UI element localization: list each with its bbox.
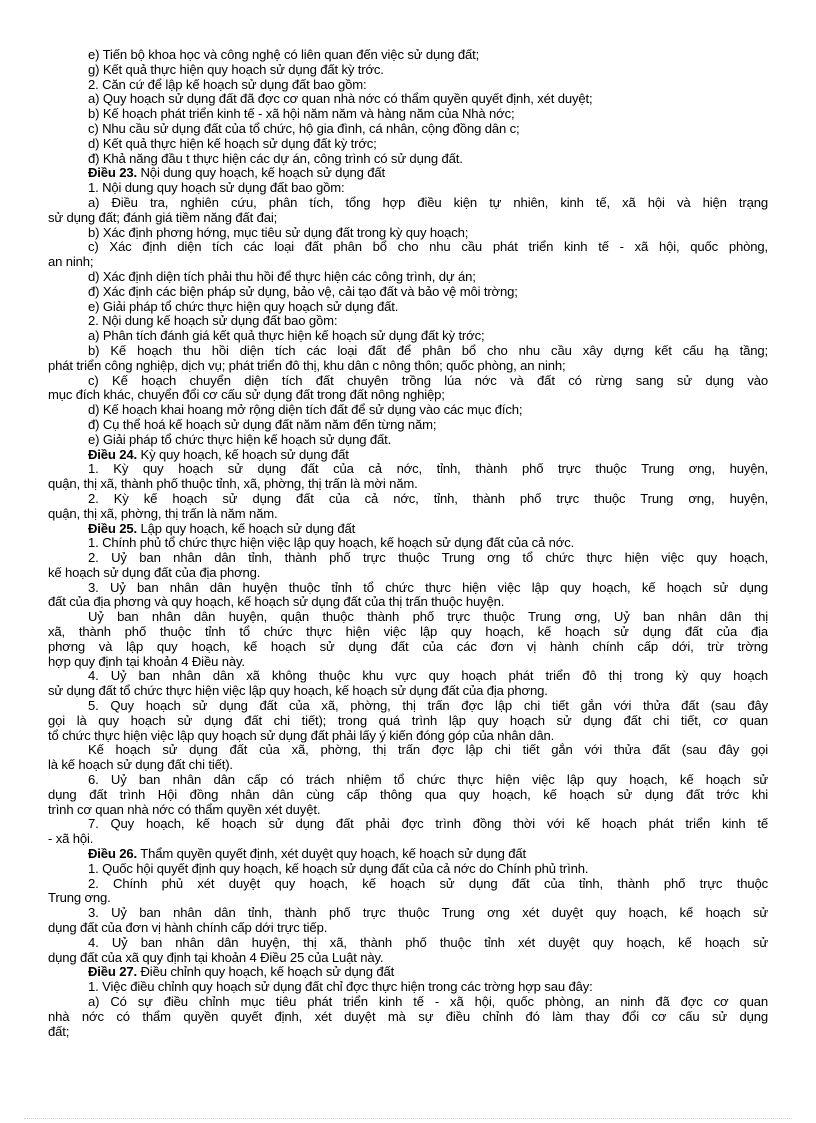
text-line: 6. Uỷ ban nhân dân cấp có trách nhiệm tổ chức thực hiện việc lập quy hoạch, kế hoạch sử [88,773,768,788]
text-line: 4. Uỷ ban nhân dân xã không thuộc khu vực quy hoạch phát triển đô thị trong kỳ quy hoạch [88,669,768,684]
text-line: e) Tiến bộ khoa học và công nghệ có liên quan đến việc sử dụng đất; [88,48,480,62]
text-line: quận, thị xã, thành phố thuộc tỉnh, xã, phờng, thị trấn là mời năm. [48,477,418,492]
text-line: trình cơ quan nhà nớc có thẩm quyền xét duyệt. [48,802,321,817]
text-line: dụng đất của xã quy định tại khoản 4 Điều 25 của Luật này. [48,950,384,965]
article-heading [48,847,768,862]
document-body [48,48,768,1039]
text-line: tổ chức thực hiện việc lập quy hoạch sử dụng đất phải lấy ý kiến đóng góp của nhân dân. [48,728,555,743]
article-title: Điều chỉnh quy hoạch, kế hoạch sử dụng đất [137,965,395,980]
text-line: sử dụng đất; đánh giá tiềm năng đất đai; [48,210,278,225]
article-heading [48,965,768,980]
text-line: đất của địa phơng và quy hoạch, kế hoạch sử dụng đất của thị trấn thuộc huyện. [48,595,505,610]
text-line: xã, thành phố thuộc tỉnh tổ chức thực hiện việc lập quy hoạch, kế hoạch sử dụng đất của địa [48,625,768,640]
text-line: b) Kế hoạch phát triển kinh tế - xã hội năm năm và hàng năm của Nhà nớc; [88,107,515,122]
article-title: Kỳ quy hoạch, kế hoạch sử dụng đất [137,447,349,462]
text-line: d) Xác định diện tích phải thu hồi để thực hiện các công trình, dự án; [88,269,476,284]
text-line: b) Kế hoạch thu hồi diện tích các loại đất để phân bổ cho nhu cầu xây dựng kết cấu hạ tầng; [88,343,768,358]
text-line: đ) Khả năng đầu t thực hiện các dự án, công trình có sử dụng đất. [88,151,463,166]
text-line: 5. Quy hoạch sử dụng đất của xã, phờng, thị trấn đợc lập chi tiết gắn với thửa đất (sau đây [88,699,768,714]
text-line: a) Có sự điều chỉnh mục tiêu phát triển kinh tế - xã hội, quốc phòng, an ninh đã đợc cơ quan [88,995,768,1009]
text-line: 4. Uỷ ban nhân dân huyện, thị xã, thành phố thuộc tỉnh xét duyệt quy hoạch, kế hoạch sử [88,935,768,950]
text-line: 7. Quy hoạch, kế hoạch sử dụng đất phải đợc trình đồng thời với kế hoạch phát triển kinh tế [88,817,768,832]
text-line: 3. Uỷ ban nhân dân huyện thuộc tỉnh tổ chức thực hiện việc lập quy hoạch, kế hoạch sử dụng [88,580,768,595]
text-line: phát triển công nghiệp, dịch vụ; phát triển đô thị, khu dân c nông thôn; quốc phòng, an ninh; [48,358,566,373]
text-line: 1. Quốc hội quyết định quy hoạch, kế hoạch sử dụng đất của cả nớc do Chính phủ trình. [88,861,589,876]
text-line: g) Kết quả thực hiện quy hoạch sử dụng đất kỳ trớc. [88,62,384,77]
text-line: đ) Cụ thể hoá kế hoạch sử dụng đất năm năm đến từng năm; [88,417,437,432]
text-line: a) Quy hoạch sử dụng đất đã đợc cơ quan nhà nớc có thẩm quyền quyết định, xét duyệt; [88,92,593,107]
text-line: là kế hoạch sử dụng đất chi tiết). [48,758,233,773]
text-line: 1. Kỳ quy hoạch sử dụng đất của cả nớc, tỉnh, thành phố trực thuộc Trung ơng, huyện, [88,462,768,477]
article-number: Điều 23. [88,166,138,181]
text-line: an ninh; [48,255,94,270]
text-line: Trung ơng. [48,891,111,906]
text-line: dụng đất của đơn vị hành chính cấp dới trực tiếp. [48,921,328,936]
text-line: dụng đất trình Hội đồng nhân dân cùng cấp thông qua quy hoạch, kế hoạch sử dụng đất trớc khi [48,787,768,802]
text-line: hợp quy định tại khoản 4 Điều này. [48,654,245,669]
text-line: 1. Nội dung quy hoạch sử dụng đất bao gồm: [88,181,345,196]
article-number: Điều 24. [88,447,138,462]
text-line: e) Giải pháp tổ chức thực hiện kế hoạch sử dụng đất. [88,432,392,447]
text-line: 2. Nội dung kế hoạch sử dụng đất bao gồm: [88,314,338,329]
text-line: d) Kết quả thực hiện kế hoạch sử dụng đất kỳ trớc; [88,136,377,151]
text-line: a) Phân tích đánh giá kết quả thực hiện kế hoạch sử dụng đất kỳ trớc; [88,329,485,344]
article-heading [48,522,768,537]
text-line: 2. Chính phủ xét duyệt quy hoạch, kế hoạch sử dụng đất của tỉnh, thành phố trực thuộc [88,876,768,891]
text-line: nhà nớc có thẩm quyền quyết định, xét duyệt mà sự điều chỉnh đó làm thay đổi cơ cấu sử dụng [48,1009,768,1024]
text-line: phơng và lập quy hoạch, kế hoạch sử dụng đất của các đơn vị hành chính cấp dới, trừ trờng [48,639,768,654]
text-line: e) Giải pháp tổ chức thực hiện quy hoạch sử dụng đất. [88,299,399,314]
text-line: 1. Việc điều chỉnh quy hoạch sử dụng đất chỉ đợc thực hiện trong các trờng hợp sau đây: [88,980,593,995]
article-heading [48,448,768,463]
article-number: Điều 27. [88,965,138,980]
text-line: a) Điều tra, nghiên cứu, phân tích, tổng hợp điều kiện tự nhiên, kinh tế, xã hội và hiện trạng [88,195,768,210]
text-line: d) Kế hoạch khai hoang mở rộng diện tích đất để sử dụng vào các mục đích; [88,403,523,418]
text-line: gọi là quy hoạch sử dụng đất chi tiết); trong quá trình lập quy hoạch sử dụng đất chi tiết, cơ quan [48,713,768,728]
article-number: Điều 26. [88,847,138,862]
text-line: 2. Căn cứ để lập kế hoạch sử dụng đất bao gồm: [88,77,367,92]
text-line: sử dụng đất tổ chức thực hiện việc lập quy hoạch, kế hoạch sử dụng đất của địa phơng. [48,684,548,699]
text-line: c) Xác định diện tích các loại đất phân bổ cho nhu cầu phát triển kinh tế - xã hội, quốc phòng, [88,240,768,255]
text-line: c) Nhu cầu sử dụng đất của tổ chức, hộ gia đình, cá nhân, cộng đồng dân c; [88,121,520,136]
text-line: c) Kế hoạch chuyển diện tích đất chuyên trồng lúa nớc và đất có rừng sang sử dụng vào [88,373,768,388]
text-line: Kế hoạch sử dụng đất của xã, phờng, thị trấn đợc lập chi tiết gắn với thửa đất (sau đây gọi [88,743,768,758]
text-line: kế hoạch sử dụng đất của địa phơng. [48,565,261,580]
page-bottom-divider [24,1118,792,1119]
text-line: đ) Xác định các biện pháp sử dụng, bảo vệ, cải tạo đất và bảo vệ môi trờng; [88,284,518,299]
text-line: đất; [48,1024,70,1039]
text-line: quận, thị xã, phờng, thị trấn là năm năm. [48,506,278,521]
text-line: 3. Uỷ ban nhân dân tỉnh, thành phố trực thuộc Trung ơng xét duyệt quy hoạch, kế hoạch sử [88,906,768,921]
text-line: Uỷ ban nhân dân huyện, quận thuộc thành phố trực thuộc Trung ơng, Uỷ ban nhân dân thị [88,610,768,625]
text-line: b) Xác định phơng hớng, mục tiêu sử dụng đất trong kỳ quy hoạch; [88,225,469,240]
text-line: 2. Uỷ ban nhân dân tỉnh, thành phố trực thuộc Trung ơng tổ chức thực hiện việc quy hoạch, [88,551,768,566]
article-heading [48,166,768,181]
article-title: Nội dung quy hoạch, kế hoạch sử dụng đất [137,166,385,181]
article-title: Lập quy hoạch, kế hoạch sử dụng đất [137,521,356,536]
article-title: Thẩm quyền quyết định, xét duyệt quy hoạch, kế hoạch sử dụng đất [137,847,526,862]
article-number: Điều 25. [88,521,138,536]
text-line: - xã hội. [48,832,94,847]
text-line: 2. Kỳ kế hoạch sử dụng đất của cả nớc, tỉnh, thành phố trực thuộc Trung ơng, huyện, [88,491,768,506]
text-line: 1. Chính phủ tổ chức thực hiện việc lập quy hoạch, kế hoạch sử dụng đất của cả nớc. [88,536,575,551]
text-line: mục đích khác, chuyển đổi cơ cấu sử dụng đất trong đất nông nghiệp; [48,388,445,403]
